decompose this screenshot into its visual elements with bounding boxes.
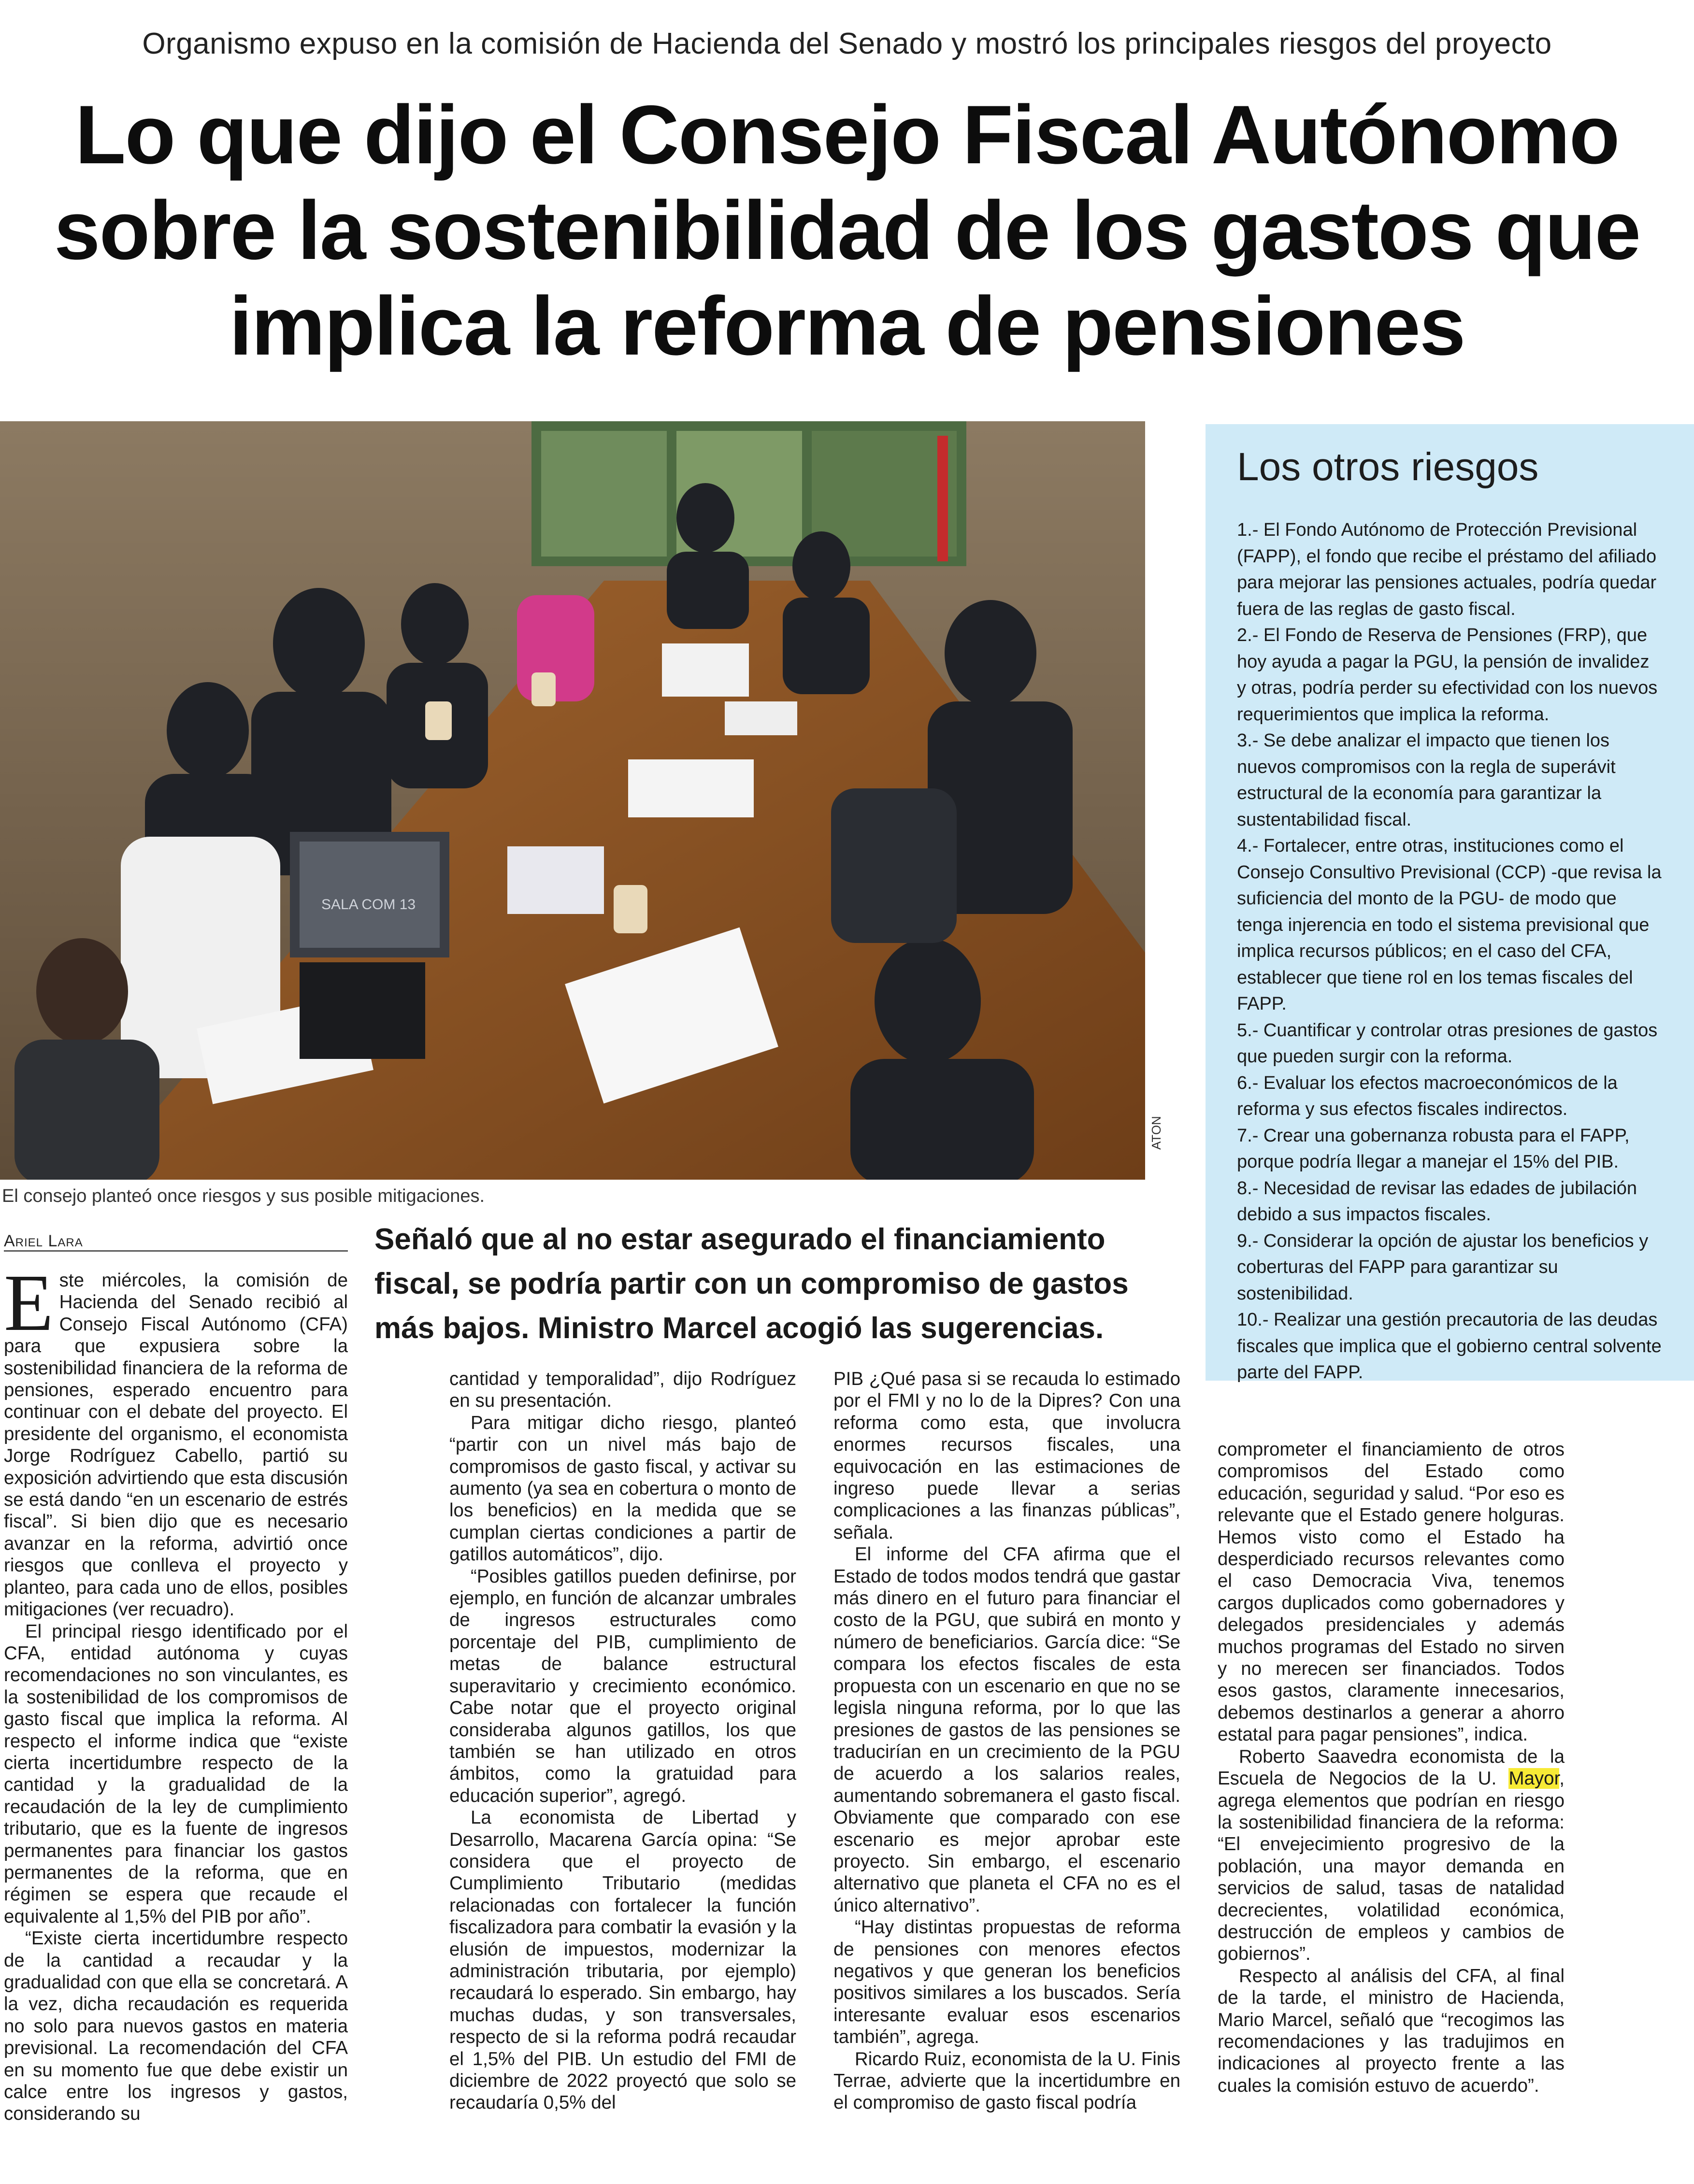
risk-item: 9.- Considerar la opción de ajustar los beneficios y coberturas del FAPP para garantizar su sostenibilidad.	[1237, 1230, 1649, 1304]
byline-rule	[4, 1250, 348, 1252]
drop-cap: E	[4, 1258, 54, 1348]
risk-item: 3.- Se debe analizar el impacto que tienen los nuevos compromisos con la regla de superávit estructural de la economía para garantizar la sustentabilidad fiscal.	[1237, 730, 1616, 830]
body-paragraph: “Posibles gatillos pueden definirse, por ejemplo, en función de alcanzar umbrales de ingresos estructurales como porcentaje del PIB, cumplimiento de metas de balance estructural superavitario y crecimiento económico. Cabe notar que el proyecto original consideraba algunos gatillos, los que también se han utilizado en otros ámbitos, como la gratuidad para educación superior”, agregó.	[449, 1566, 796, 1806]
body-paragraph: Respecto al análisis del CFA, al final de la tarde, el ministro de Hacienda, Mario Marcel, señaló que “recogimos las recomendaciones y las tradujimos en indicaciones al proyecto frente a las cuales la comisión estuvo de acuerdo”.	[1218, 1965, 1565, 2096]
body-paragraph: El principal riesgo identificado por el CFA, entidad autónoma y cuyas recomendaciones no son vinculantes, es la sostenibilidad de los compromisos de gasto fiscal que implica la reforma. Al respecto el informe indica que “existe cierta incertidumbre respecto de la cantidad y la gradualidad de la recaudación de la ley de cumplimiento tributario, que es la fuente de ingresos permanentes para financiar los gastos permanentes de la reforma, que en régimen se espera que recaude el equivalente al 1,5% del PIB por año”.	[4, 1621, 348, 1927]
headline-line-1: Lo que dijo el Consejo Fiscal Autónomo	[75, 88, 1619, 181]
deck: Señaló que al no estar asegurado el financiamiento fiscal, se podría partir con un compromiso de gastos más bajos. Ministro Marcel acogió las sugerencias.	[374, 1223, 1129, 1345]
headline-line-3: implica la reforma de pensiones	[229, 280, 1465, 372]
risk-item: 10.- Realizar una gestión precautoria de las deudas fiscales que implica que el gobierno central solvente parte del FAPP.	[1237, 1310, 1662, 1383]
risk-item: 5.- Cuantificar y controlar otras presiones de gastos que pueden surgir con la reforma.	[1237, 1020, 1658, 1067]
meeting-photo-illustration	[0, 421, 1145, 1180]
risk-item: 4.- Fortalecer, entre otras, instituciones como el Consejo Consultivo Previsional (CCP) -que revisa la suficiencia del monto de la PGU- de modo que tenga injerencia en todo el sistema previsional que implica recursos públicos; en el caso del CFA, establecer que tiene rol en los temas fiscales del FAPP.	[1237, 836, 1662, 1014]
body-column-3	[833, 1368, 1180, 2114]
risk-item: 7.- Crear una gobernanza robusta para el FAPP, porque podría llegar a manejar el 15% del PIB.	[1237, 1125, 1630, 1172]
body-paragraph: PIB ¿Qué pasa si se recauda lo estimado por el FMI y no lo de la Dipres? Con una reforma como esta, que involucra enormes recursos fiscales, una equivocación en las estimaciones de ingreso puede llevar a serias complicaciones a las finanzas públicas”, señala.	[833, 1369, 1180, 1543]
sidebar-title: Los otros riesgos	[1237, 445, 1539, 489]
body-paragraph: Este miércoles, la comisión de Hacienda del Senado recibió al Consejo Fiscal Autónomo (CFA) para que expusiera sobre la sostenibilidad financiera de la reforma de pensiones, esperado encuentro para continuar con el debate del proyecto. El presidente del organismo, el economista Jorge Rodríguez Cabello, partió su exposición advirtiendo que esta discusión se está dando “en un escenario de estrés fiscal”. Si bien dijo que es necesario avanzar en la reforma, advirtió once riesgos que conlleva el proyecto y planteo, para cada uno de ellos, posibles mitigaciones (ver recuadro).	[4, 1258, 348, 1620]
highlighted-text: Mayor	[1508, 1768, 1560, 1789]
photo-credit: ATON	[1149, 1116, 1163, 1150]
risk-item: 1.- El Fondo Autónomo de Protección Previsional (FAPP), el fondo que recibe el préstamo del afiliado para mejorar las pensiones actuales, podría quedar fuera de las reglas de gasto fiscal.	[1237, 520, 1657, 619]
byline: Ariel Lara	[4, 1232, 83, 1250]
risk-item: 6.- Evaluar los efectos macroeconómicos de la reforma y sus efectos fiscales indirectos.	[1237, 1072, 1618, 1119]
body-paragraph: “Hay distintas propuestas de reforma de pensiones con menores efectos negativos y que generan los beneficios positivos similares a los buscados. Sería interesante evaluar esos escenarios también”, agrega.	[833, 1917, 1180, 2048]
body-paragraph: Para mitigar dicho riesgo, planteó “partir con un nivel más bajo de compromisos de gasto fiscal, y activar su aumento (ya sea en cobertura o monto de los beneficios) en la medida que se cumplan ciertas condiciones a partir de gatillos automáticos”, dijo.	[449, 1412, 796, 1565]
body-paragraph: Roberto Saavedra economista de la Escuela de Negocios de la U. Mayor, agrega elementos que podrían en riesgo la sostenibilidad financiera de la reforma: “El envejecimiento progresivo de la población, una mayor demanda en servicios de salud, tasas de natalidad decrecientes, volatilidad económica, destrucción de empleos y cambios de gobiernos”.	[1218, 1746, 1565, 1965]
meeting-photo	[0, 421, 1145, 1180]
kicker: Organismo expuso en la comisión de Hacienda del Senado y mostró los principales riesgos del proyecto	[142, 27, 1552, 60]
body-paragraph: cantidad y temporalidad”, dijo Rodríguez en su presentación.	[449, 1369, 796, 1412]
headline-line-2: sobre la sostenibilidad de los gastos que	[54, 184, 1640, 277]
body-column-2	[449, 1368, 796, 2114]
headline	[19, 87, 1675, 374]
body-paragraph: La economista de Libertad y Desarrollo, Macarena García opina: “Se considera que el proyecto de Cumplimiento Tributario (medidas relacionadas con fortalecer la función fiscalizadora para combatir la evasión y la elusión de impuestos, modernizar la administración tributaria, por ejemplo) recaudará lo esperado. Sin embargo, hay muchas dudas, y son transversales, respecto de si la reforma podrá recaudar el 1,5% del PIB. Un estudio del FMI de diciembre de 2022 proyectó que solo se recaudaría 0,5% del	[449, 1807, 796, 2113]
body-paragraph: comprometer el financiamiento de otros compromisos del Estado como educación, seguridad y salud. “Por eso es relevante que el Estado genere holguras. Hemos visto como el Estado ha desperdiciado recursos relevantes como el caso Democracia Viva, tenemos cargos duplicados como gobernadores y delegados presidenciales y además muchos programas del Estado no sirven y no merecen ser financiados. Todos esos gastos, claramente innecesarios, debemos destinarlos a generar a ahorro estatal para pagar pensiones”, indica.	[1218, 1439, 1565, 1745]
risk-item: 8.- Necesidad de revisar las edades de jubilación debido a sus impactos fiscales.	[1237, 1178, 1637, 1225]
photo-caption: El consejo planteó once riesgos y sus posible mitigaciones.	[2, 1186, 485, 1206]
risk-item: 2.- El Fondo de Reserva de Pensiones (FRP), que hoy ayuda a pagar la PGU, la pensión de invalidez y otras, podría perder su efectividad con los nuevos requerimientos que implica la reforma.	[1237, 625, 1658, 725]
body-paragraph: El informe del CFA afirma que el Estado de todos modos tendrá que gastar más dinero en el futuro para financiar el costo de la PGU, que subirá en monto y número de beneficiarios. García dice: “Se compara los efectos fiscales de esta propuesta con un escenario en que no se legisla ninguna reforma, por lo que las presiones de gastos de las pensiones se traducirían en un crecimiento de la PGU de acuerdo a los salarios reales, aumentando sobremanera el gasto fiscal. Obviamente que comparado con ese escenario es mejor aprobar este proyecto. Sin embargo, el escenario alternativo que planeta el CFA no es el único alternativo”.	[833, 1544, 1180, 1916]
body-column-1	[4, 1258, 348, 2125]
body-paragraph: “Existe cierta incertidumbre respecto de la cantidad a recaudar y la gradualidad con que ella se concretará. A la vez, dicha recaudación es requerida no solo para nuevos gastos en materia previsional. La recomendación del CFA en su momento fue que debe existir un calce entre los ingresos y gastos, considerando su	[4, 1928, 348, 2125]
photo-screen-label: SALA COM 13	[321, 897, 416, 913]
body-column-4	[1218, 1439, 1565, 2097]
body-paragraph: Ricardo Ruiz, economista de la U. Finis Terrae, advierte que la incertidumbre en el compromiso de gasto fiscal podría	[833, 2048, 1181, 2113]
sidebar-risk-list	[1237, 517, 1662, 1386]
